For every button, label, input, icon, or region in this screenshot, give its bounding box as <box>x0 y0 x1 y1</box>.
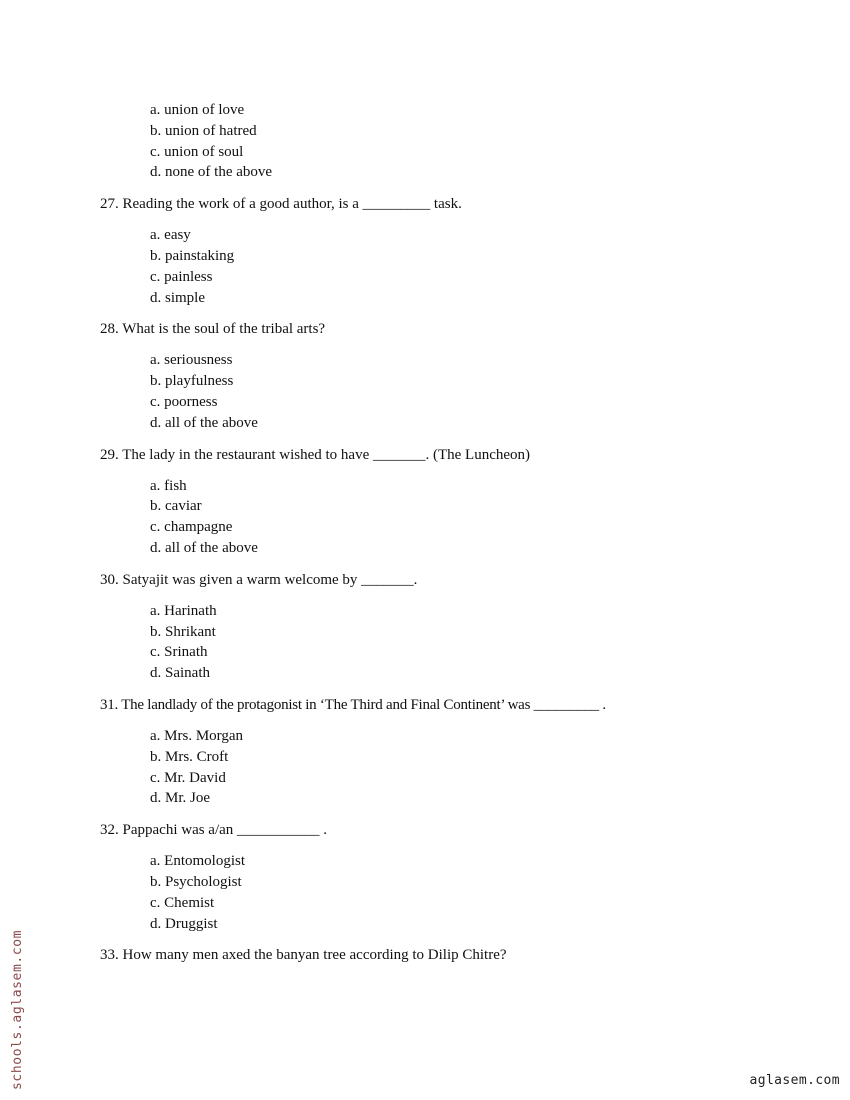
option-a: a. Harinath <box>150 602 217 619</box>
option-c: c. poorness <box>150 393 218 410</box>
option-d: d. simple <box>150 289 205 306</box>
question-29: 29. The lady in the restaurant wished to have _______. (The Luncheon) <box>100 446 531 463</box>
option-c: c. Mr. David <box>150 769 226 786</box>
options-list-q26 <box>150 100 800 183</box>
options-list-q27 <box>150 225 800 308</box>
options-list-q31 <box>150 726 800 809</box>
option-d: d. none of the above <box>150 164 273 181</box>
option-b: b. Shrikant <box>150 623 216 640</box>
option-c: c. Srinath <box>150 644 208 661</box>
option-a: a. Entomologist <box>150 853 245 870</box>
option-b: b. union of hatred <box>150 122 257 139</box>
option-b: b. Mrs. Croft <box>150 748 229 765</box>
option-d: d. Mr. Joe <box>150 790 210 807</box>
option-d: d. Druggist <box>150 915 218 932</box>
question-27: 27. Reading the work of a good author, is a _________ task. <box>100 196 462 213</box>
option-b: b. caviar <box>150 498 202 515</box>
bottom-watermark: aglasem.com <box>749 1073 840 1088</box>
options-list-q30 <box>150 601 800 684</box>
option-a: a. seriousness <box>150 352 233 369</box>
option-c: c. painless <box>150 268 213 285</box>
option-c: c. champagne <box>150 519 233 536</box>
question-28: 28. What is the soul of the tribal arts? <box>100 321 326 338</box>
question-31: 31. The landlady of the protagonist in ‘The Third and Final Continent’ was _________ . <box>100 696 606 713</box>
option-b: b. painstaking <box>150 247 235 264</box>
side-watermark: schools.aglasem.com <box>10 929 25 1090</box>
option-a: a. union of love <box>150 102 245 118</box>
option-c: c. union of soul <box>150 143 244 160</box>
question-30: 30. Satyajit was given a warm welcome by _______. <box>100 571 418 588</box>
question-33: 33. How many men axed the banyan tree according to Dilip Chitre? <box>100 947 507 964</box>
option-d: d. all of the above <box>150 414 258 431</box>
option-d: d. all of the above <box>150 539 258 556</box>
option-c: c. Chemist <box>150 894 215 911</box>
option-a: a. easy <box>150 227 191 244</box>
option-a: a. fish <box>150 477 187 494</box>
options-list-q28 <box>150 350 800 433</box>
options-list-q32 <box>150 851 800 934</box>
option-a: a. Mrs. Morgan <box>150 727 244 744</box>
options-list-q29 <box>150 476 800 559</box>
question-32: 32. Pappachi was a/an ___________ . <box>100 822 328 839</box>
option-b: b. playfulness <box>150 373 234 390</box>
question-list <box>100 100 800 976</box>
option-b: b. Psychologist <box>150 873 242 890</box>
option-d: d. Sainath <box>150 665 210 682</box>
